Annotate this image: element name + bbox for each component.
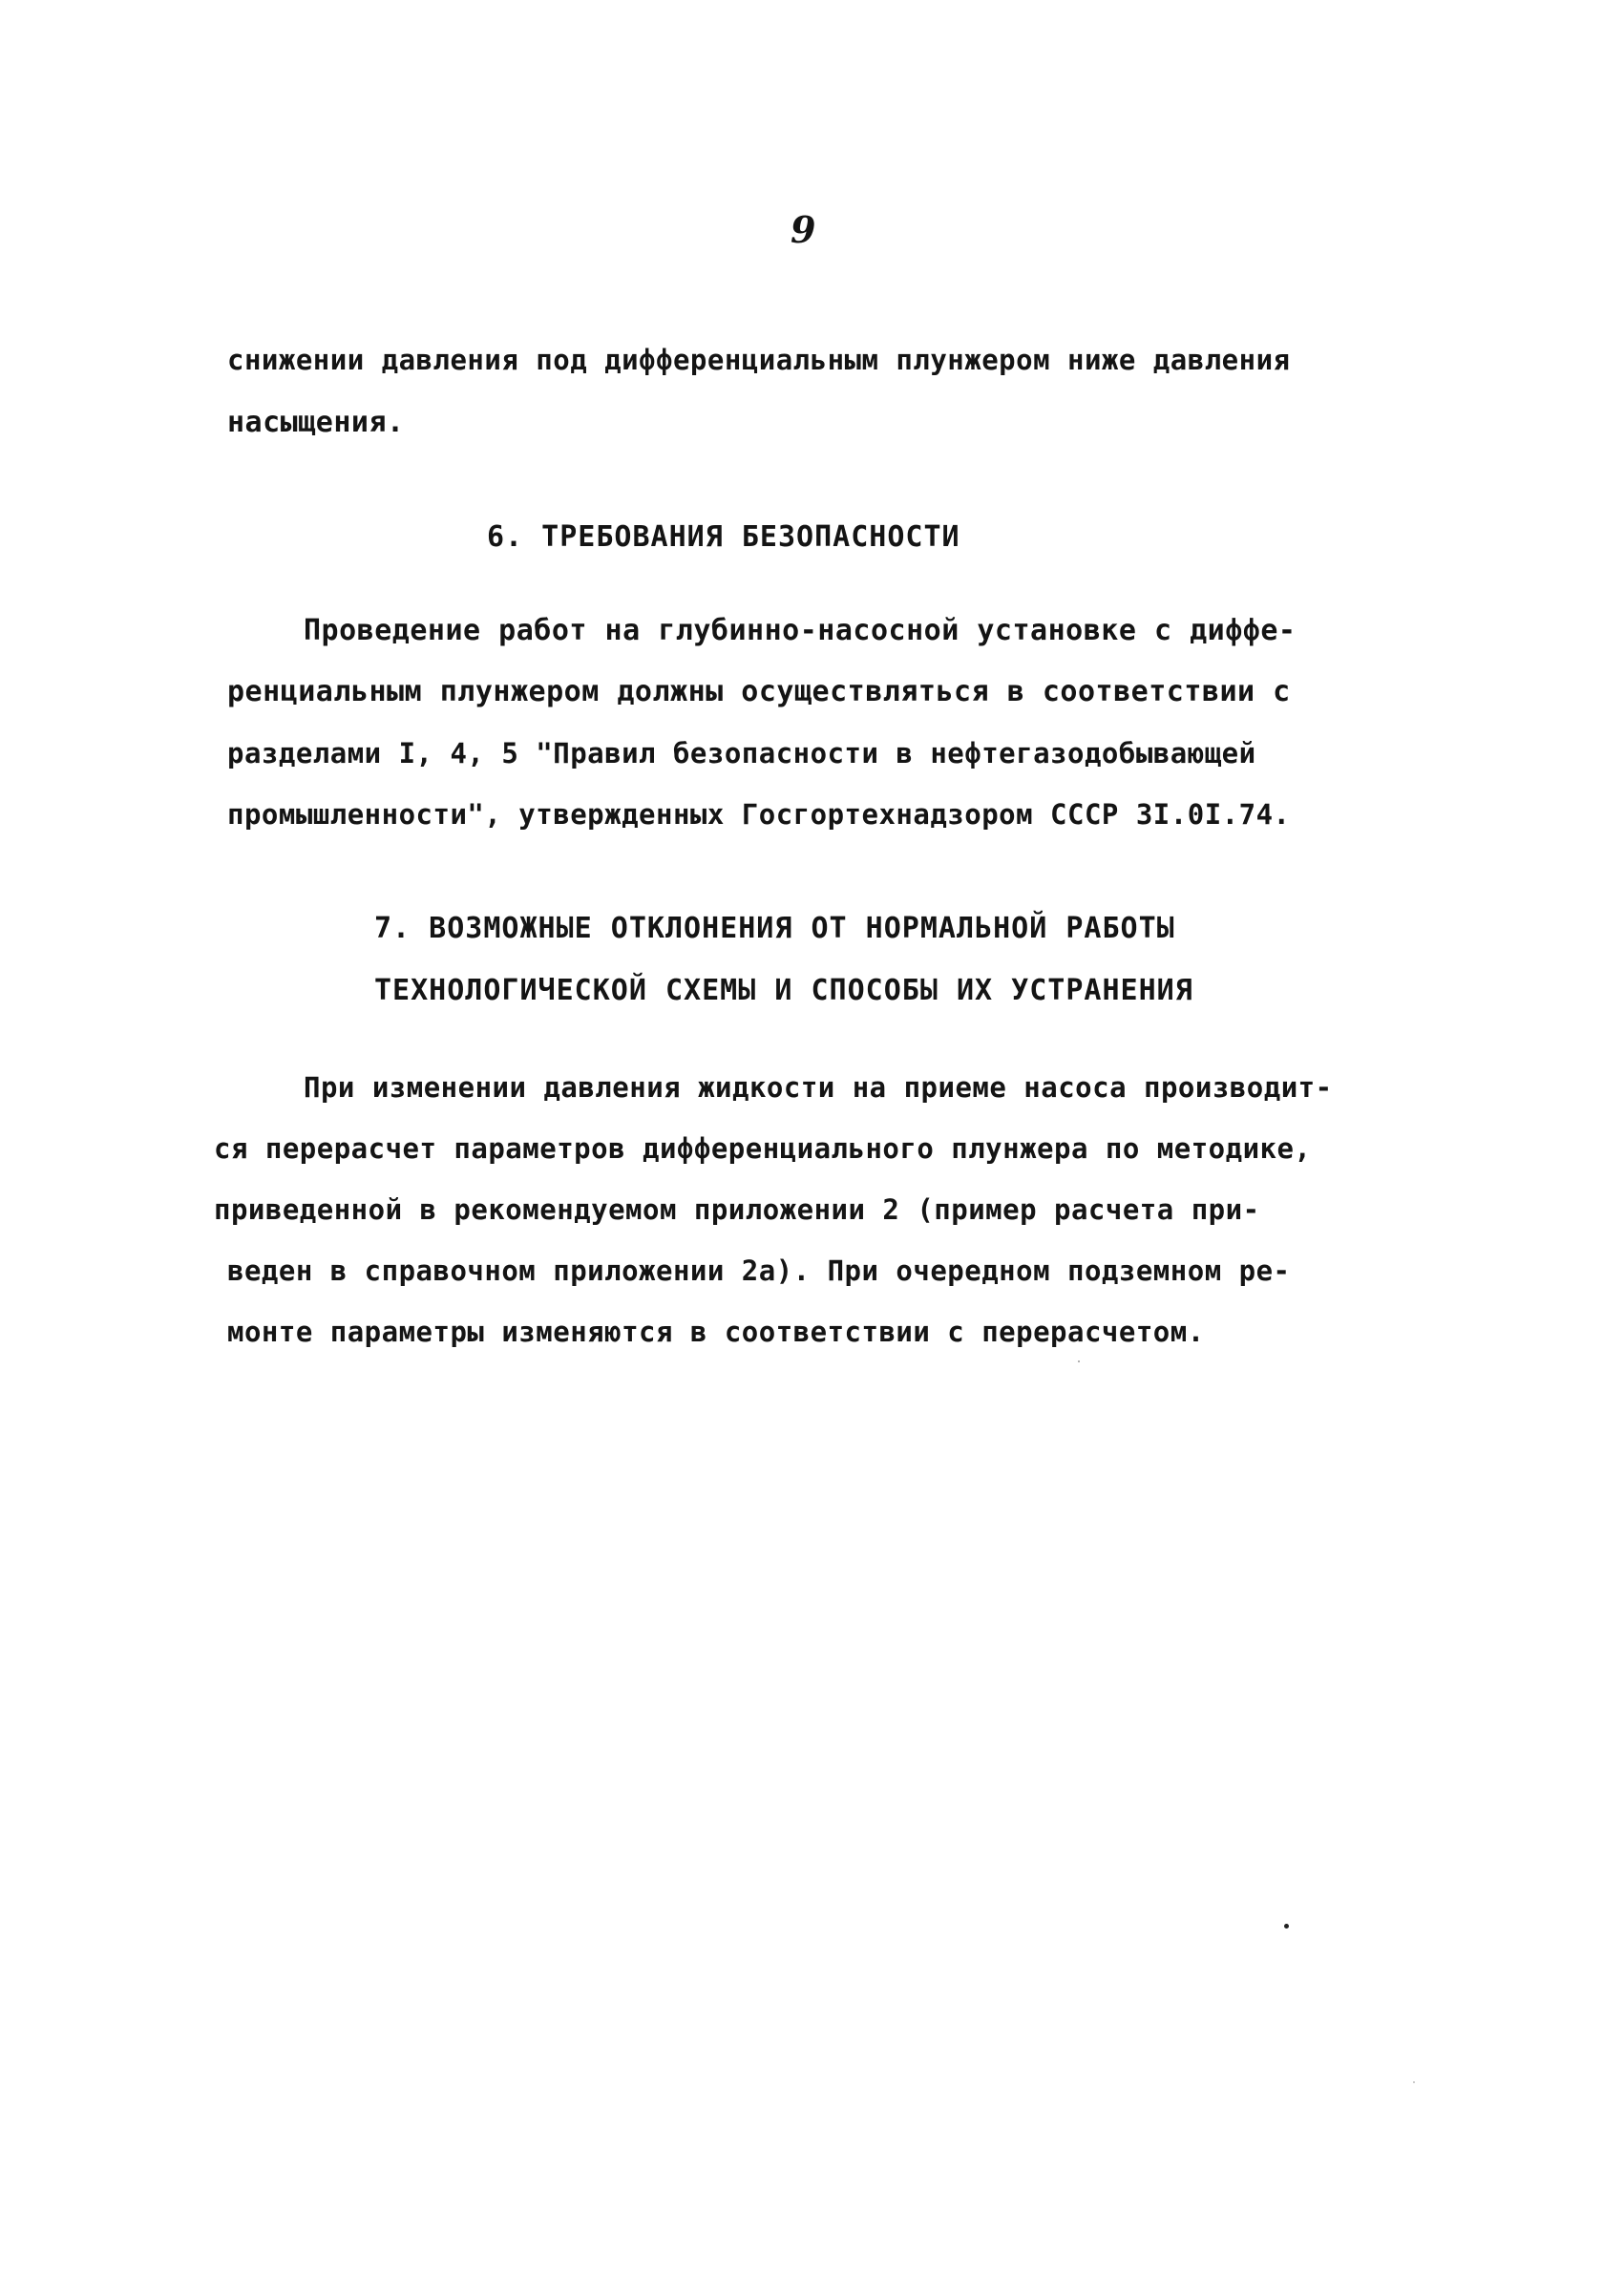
scan-speck — [1413, 2081, 1415, 2083]
section-6-line-2: ренциальным плунжером должны осуществляться в соответствии с — [227, 675, 1291, 708]
section-7-line-5: монте параметры изменяются в соответствии с перерасчетом. — [227, 1316, 1205, 1348]
section-6-line-1: Проведение работ на глубинно-насосной установке с диффе- — [304, 614, 1297, 647]
page-number: 9 — [791, 208, 816, 251]
section-7-heading-line-1: 7. ВОЗМОЖНЫЕ ОТКЛОНЕНИЯ ОТ НОРМАЛЬНОЙ РАБОТЫ — [374, 912, 1175, 945]
section-7-line-2: ся перерасчет параметров дифференциального плунжера по методике, — [214, 1132, 1312, 1165]
section-7-line-1: При изменении давления жидкости на приеме насоса производит- — [304, 1071, 1333, 1104]
section-6-line-4: промышленности", утвержденных Госгортехнадзором СССР 3I.0I.74. — [227, 798, 1291, 831]
section-7-heading-line-2: ТЕХНОЛОГИЧЕСКОЙ СХЕМЫ И СПОСОБЫ ИХ УСТРАНЕНИЯ — [374, 974, 1193, 1007]
section-7-line-4: веден в справочном приложении 2а). При очередном подземном ре- — [227, 1254, 1291, 1287]
scan-speck — [1284, 1924, 1289, 1929]
scan-speck — [1078, 1360, 1080, 1362]
section-6-heading: 6. ТРЕБОВАНИЯ БЕЗОПАСНОСТИ — [487, 520, 960, 554]
intro-line-1: снижении давления под дифференциальным плунжером ниже давления — [227, 344, 1291, 376]
section-7-line-3: приведенной в рекомендуемом приложении 2 (пример расчета при- — [214, 1193, 1260, 1226]
intro-line-2: насыщения. — [227, 406, 405, 439]
section-6-line-3: разделами I, 4, 5 "Правил безопасности в нефтегазодобывающей — [227, 737, 1256, 770]
